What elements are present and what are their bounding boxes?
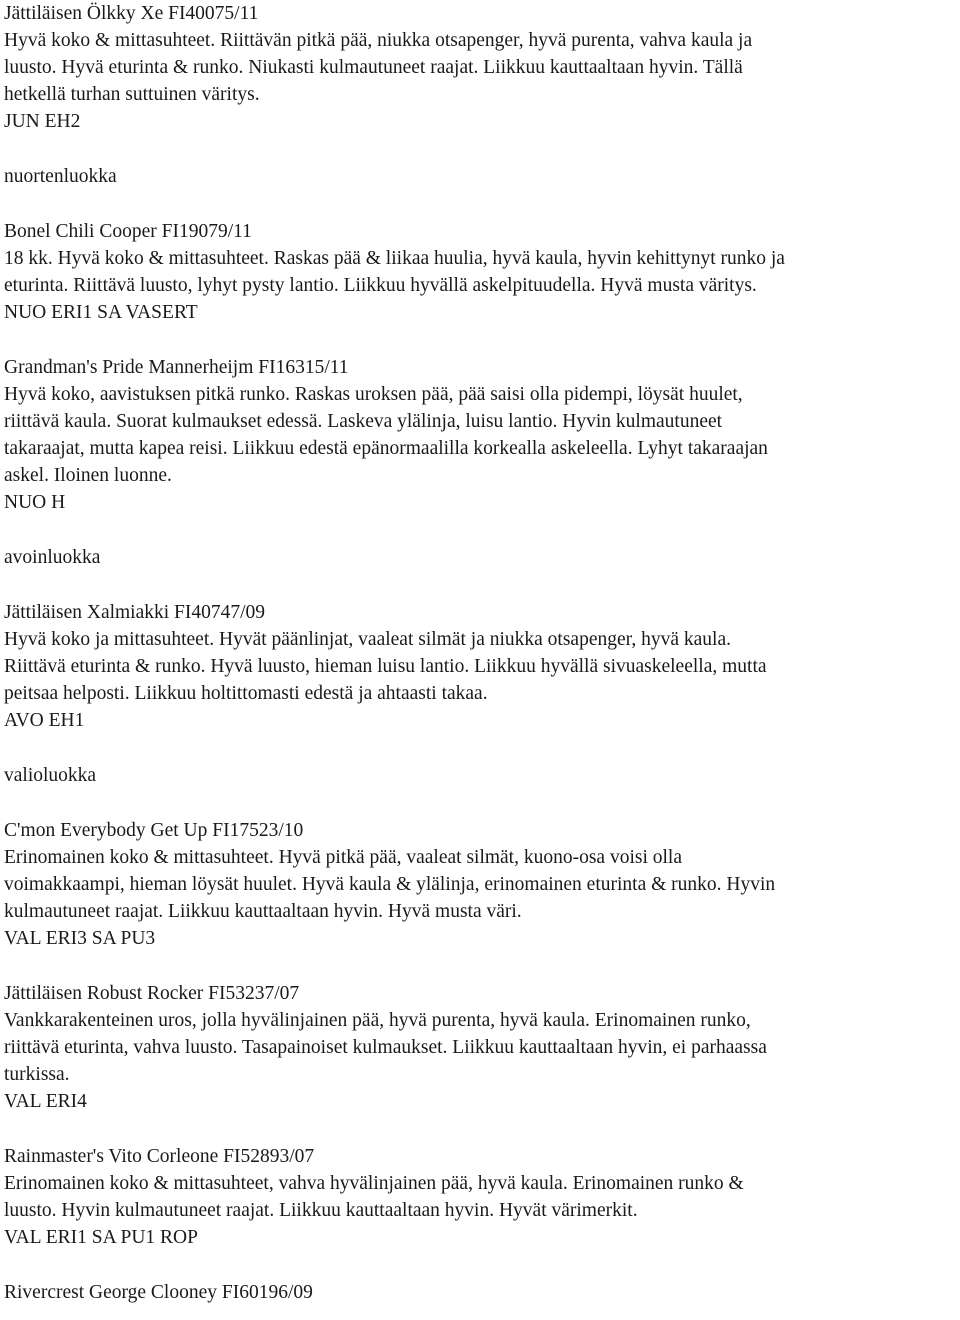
result-line: NUO H (4, 492, 66, 513)
result-line: VAL ERI1 SA PU1 ROP (4, 1227, 198, 1248)
critique-line: Erinomainen koko & mittasuhteet, vahva hyvälinjainen pää, hyvä kaula. Erinomainen runko & (4, 1173, 744, 1194)
dog-entry (4, 0, 956, 135)
dog-name: Rainmaster's Vito Corleone FI52893/07 (4, 1146, 315, 1167)
critique-line: peitsaa helposti. Liikkuu holtittomasti edestä ja ahtaasti takaa. (4, 683, 488, 704)
dog-name: Rivercrest George Clooney FI60196/09 (4, 1282, 313, 1303)
paragraph-gap (4, 571, 956, 599)
dog-name: Jättiläisen Robust Rocker FI53237/07 (4, 983, 300, 1004)
paragraph-gap (4, 789, 956, 817)
dog-name: Jättiläisen Xalmiakki FI40747/09 (4, 602, 266, 623)
paragraph-gap (4, 135, 956, 163)
result-line: JUN EH2 (4, 111, 81, 132)
class-heading: nuortenluokka (4, 166, 117, 187)
result-line: VAL ERI4 (4, 1091, 87, 1112)
paragraph-gap (4, 734, 956, 762)
critique-line: voimakkaampi, hieman löysät huulet. Hyvä kaula & ylälinja, erinomainen eturinta & runko. Hyvin (4, 874, 776, 895)
dog-entry (4, 218, 956, 326)
dog-name: Jättiläisen Ölkky Xe FI40075/11 (4, 3, 259, 24)
paragraph-gap (4, 1251, 956, 1279)
class-heading: valioluokka (4, 765, 97, 786)
dog-entry (4, 1279, 956, 1306)
paragraph-gap (4, 326, 956, 354)
dog-name: Grandman's Pride Mannerheijm FI16315/11 (4, 357, 349, 378)
critique-line: riittävä kaula. Suorat kulmaukset edessä. Laskeva ylälinja, luisu lantio. Hyvin kulmautuneet (4, 411, 723, 432)
critique-line: riittävä eturinta, vahva luusto. Tasapainoiset kulmaukset. Liikkuu kauttaaltaan hyvin, ei parhaassa (4, 1037, 767, 1058)
class-section (4, 163, 956, 190)
critique-line: turkissa. (4, 1064, 70, 1085)
critique-line: Hyvä koko & mittasuhteet. Riittävän pitkä pää, niukka otsapenger, hyvä purenta, vahva kaula ja (4, 30, 753, 51)
result-line: NUO ERI1 SA VASERT (4, 302, 198, 323)
dog-name: C'mon Everybody Get Up FI17523/10 (4, 820, 304, 841)
critique-line: askel. Iloinen luonne. (4, 465, 172, 486)
paragraph-gap (4, 516, 956, 544)
critique-line: eturinta. Riittävä luusto, lyhyt pysty lantio. Liikkuu hyvällä askelpituudella. Hyvä musta väritys. (4, 275, 757, 296)
paragraph-gap (4, 1115, 956, 1143)
critique-line: Hyvä koko, aavistuksen pitkä runko. Raskas uroksen pää, pää saisi olla pidempi, löysät huulet, (4, 384, 743, 405)
class-section (4, 544, 956, 571)
paragraph-gap (4, 190, 956, 218)
dog-entry (4, 980, 956, 1115)
critique-line: kulmautuneet raajat. Liikkuu kauttaaltaan hyvin. Hyvä musta väri. (4, 901, 522, 922)
dog-entry (4, 817, 956, 952)
class-section (4, 762, 956, 789)
critique-line: hetkellä turhan suttuinen väritys. (4, 84, 260, 105)
critique-line: Erinomainen koko & mittasuhteet. Hyvä pitkä pää, vaaleat silmät, kuono-osa voisi olla (4, 847, 683, 868)
critique-line: luusto. Hyvä eturinta & runko. Niukasti kulmautuneet raajat. Liikkuu kauttaaltaan hyvin. Tällä (4, 57, 743, 78)
dog-entry (4, 1143, 956, 1251)
paragraph-gap (4, 952, 956, 980)
result-line: VAL ERI3 SA PU3 (4, 928, 156, 949)
critique-line: Vankkarakenteinen uros, jolla hyvälinjainen pää, hyvä purenta, hyvä kaula. Erinomainen runko, (4, 1010, 751, 1031)
class-heading: avoinluokka (4, 547, 101, 568)
dog-name: Bonel Chili Cooper FI19079/11 (4, 221, 252, 242)
critique-line: takaraajat, mutta kapea reisi. Liikkuu edestä epänormaalilla korkealla askeleella. Lyhyt takaraajan (4, 438, 768, 459)
critique-line: Hyvä koko ja mittasuhteet. Hyvät päänlinjat, vaaleat silmät ja niukka otsapenger, hyvä kaula. (4, 629, 731, 650)
critique-line: luusto. Hyvin kulmautuneet raajat. Liikkuu kauttaaltaan hyvin. Hyvät värimerkit. (4, 1200, 638, 1221)
critique-line: 18 kk. Hyvä koko & mittasuhteet. Raskas pää & liikaa huulia, hyvä kaula, hyvin kehittynyt runko ja (4, 248, 785, 269)
critique-line: Riittävä eturinta & runko. Hyvä luusto, hieman luisu lantio. Liikkuu hyvällä sivuaskeleella, mutta (4, 656, 767, 677)
dog-entry (4, 599, 956, 734)
dog-entry (4, 354, 956, 516)
result-line: AVO EH1 (4, 710, 85, 731)
